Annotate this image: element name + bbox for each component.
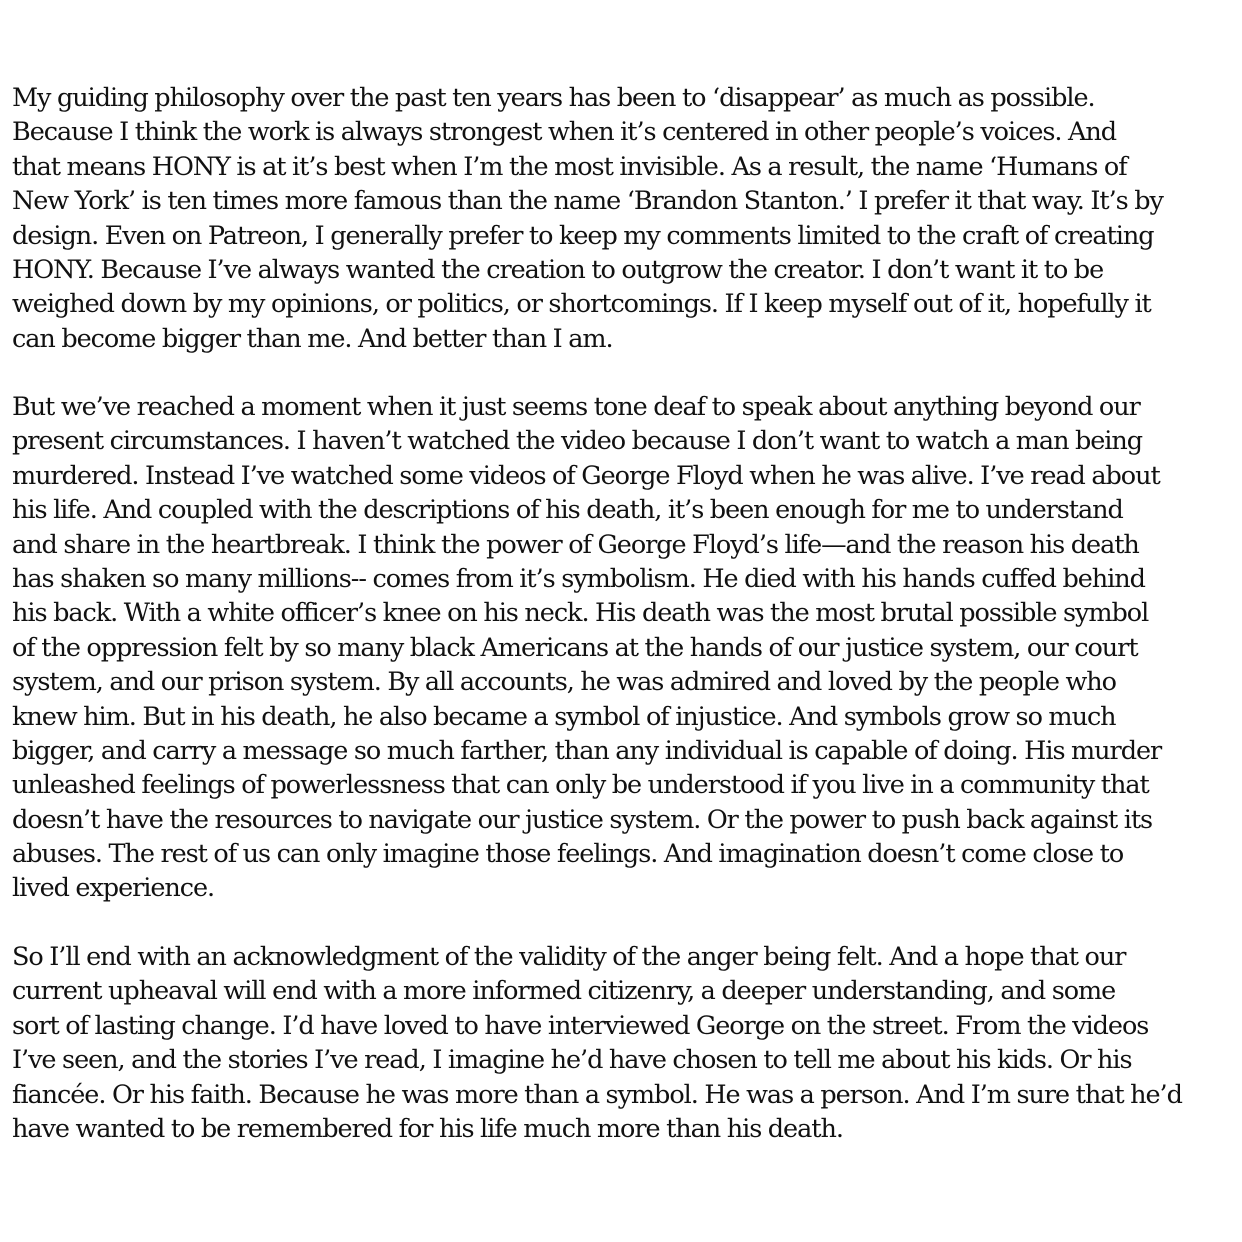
text-line: So I’ll end with an acknowledgment of the validity of the anger being felt. And a hope that our [12,942,1126,972]
text-line: design. Even on Patreon, I generally prefer to keep my comments limited to the craft of creating [12,220,1154,251]
text-line: New York’ is ten times more famous than the name ‘Brandon Stanton.’ I prefer it that way. It’s by [12,186,1163,217]
text-line: have wanted to be remembered for his life much more than his death. [12,1113,843,1144]
text-line: present circumstances. I haven’t watched the video because I don’t want to watch a man being [12,426,1143,457]
text-line: But we’ve reached a moment when it just seems tone deaf to speak about anything beyond our [12,392,1140,422]
text-line: and share in the heartbreak. I think the power of George Floyd’s life—and the reason his death [12,529,1139,560]
text-line: doesn’t have the resources to navigate our justice system. Or the power to push back against its [12,804,1153,835]
text-line: can become bigger than me. And better than I am. [12,323,613,354]
text-line: of the oppression felt by so many black Americans at the hands of our justice system, our court [12,632,1138,663]
text-line: Because I think the work is always strongest when it’s centered in other people’s voices. And [12,117,1117,148]
text-line: murdered. Instead I’ve watched some videos of George Floyd when he was alive. I’ve read about [12,460,1160,491]
text-line: his back. With a white officer’s knee on his neck. His death was the most brutal possible symbol [12,598,1149,629]
text-line: My guiding philosophy over the past ten years has been to ‘disappear’ as much as possible. [12,83,1095,113]
paragraph-2 [12,390,1240,906]
text-line: unleashed feelings of powerlessness that can only be understood if you live in a community that [12,770,1149,801]
text-line: has shaken so many millions-- comes from it’s symbolism. He died with his hands cuffed behind [12,563,1145,594]
text-line: sort of lasting change. I’d have loved to have interviewed George on the street. From the videos [12,1010,1149,1041]
text-line: knew him. But in his death, he also became a symbol of injustice. And symbols grow so much [12,701,1116,732]
text-line: weighed down by my opinions, or politics, or shortcomings. If I keep myself out of it, hopefully it [12,289,1151,320]
text-line: his life. And coupled with the descriptions of his death, it’s been enough for me to understand [12,495,1123,526]
text-line: abuses. The rest of us can only imagine those feelings. And imagination doesn’t come close to [12,839,1124,870]
text-line: current upheaval will end with a more informed citizenry, a deeper understanding, and some [12,976,1116,1007]
text-line: HONY. Because I’ve always wanted the creation to outgrow the creator. I don’t want it to be [12,254,1104,285]
paragraph-1 [12,81,1240,356]
text-line: lived experience. [12,873,215,904]
text-line: fiancée. Or his faith. Because he was more than a symbol. He was a person. And I’m sure that he’d [12,1079,1182,1110]
paragraph-3 [12,940,1240,1146]
text-line: system, and our prison system. By all accounts, he was admired and loved by the people who [12,667,1116,698]
text-line: I’ve seen, and the stories I’ve read, I imagine he’d have chosen to tell me about his kids. Or his [12,1045,1132,1076]
text-line: that means HONY is at it’s best when I’m the most invisible. As a result, the name ‘Humans of [12,151,1127,182]
text-line: bigger, and carry a message so much farther, than any individual is capable of doing. His murder [12,735,1162,766]
